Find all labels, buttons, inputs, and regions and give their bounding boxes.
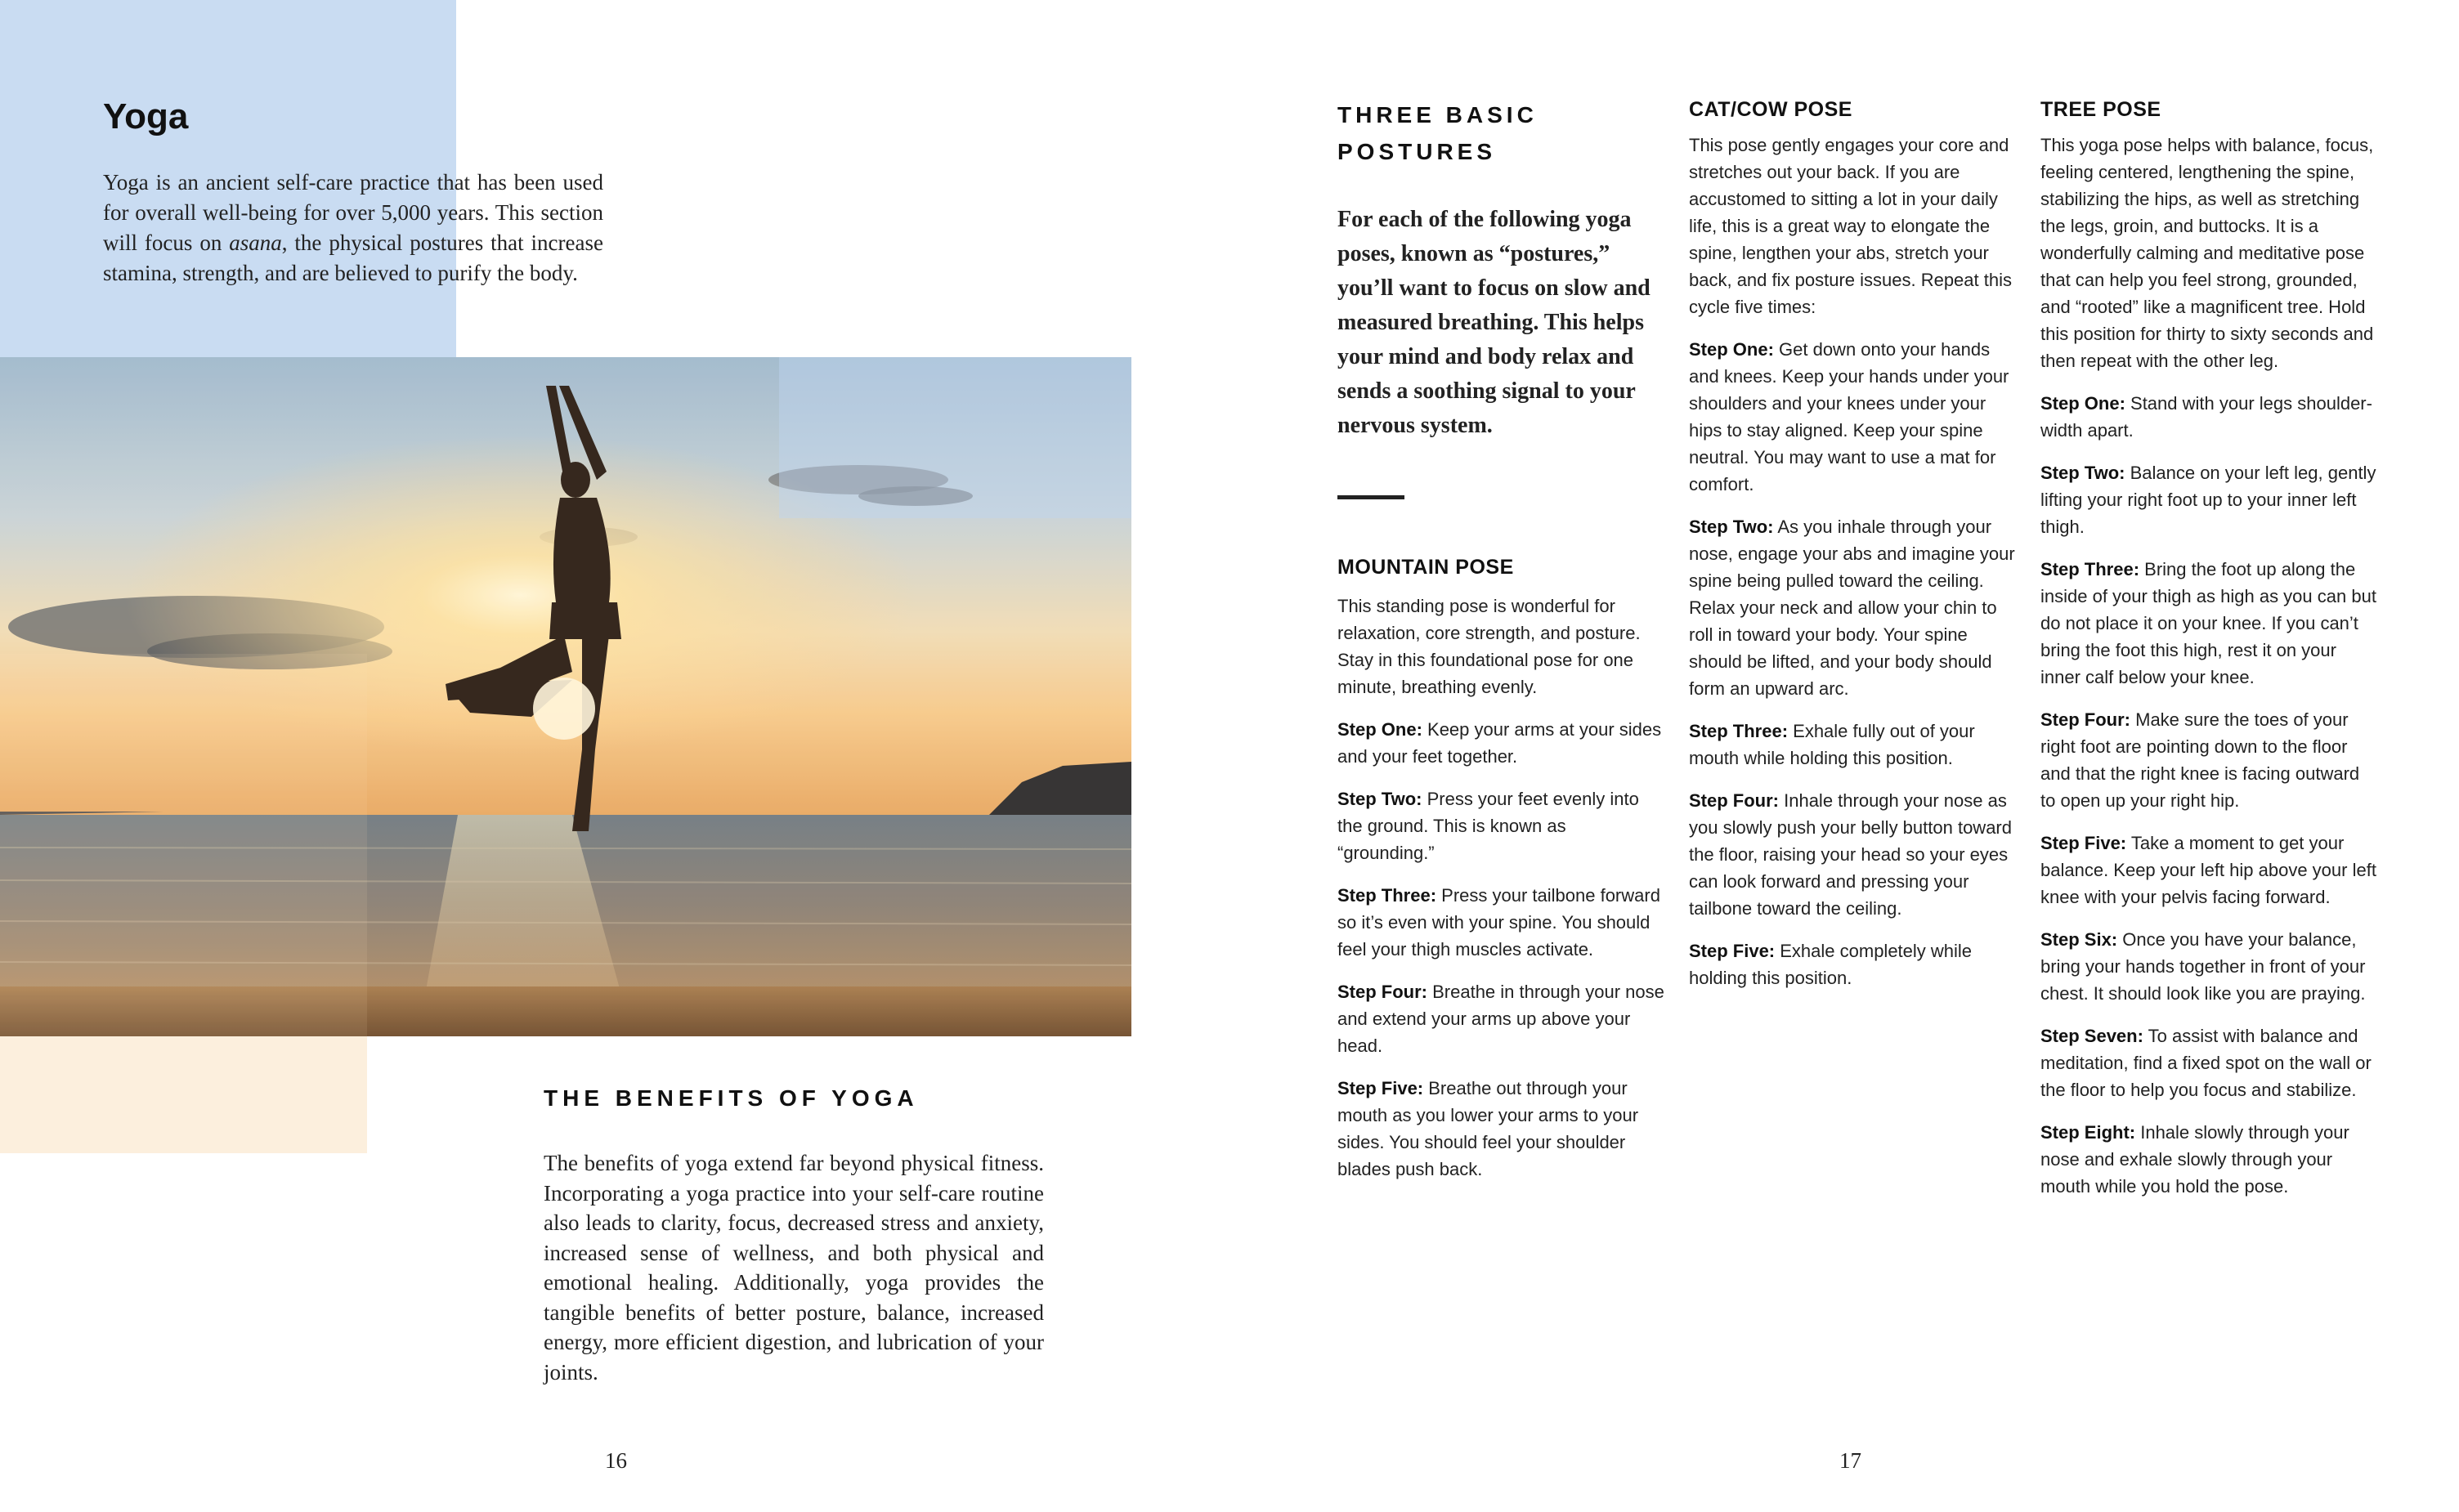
step-text: Inhale through your nose as you slowly push your belly button toward the floor, raising your head so your eyes can look forward and pressing your tailbone toward the ceiling.: [1689, 790, 2012, 919]
step-text: Stand with your legs shoulder-width apart.: [2040, 393, 2372, 441]
tree-step: [2040, 926, 2377, 1007]
cat-cow-pose-heading: CAT/COW POSE: [1689, 98, 1852, 121]
cat-cow-step: [1689, 787, 2016, 922]
benefits-paragraph: The benefits of yoga extend far beyond physical fitness. Incorporating a yoga practice into your self-care routine also leads to clarity, focus, decreased stress and anxiety, increased sense of wellness, and both physical and emotional healing. Additionally, yoga provides the tangible benefits of better posture, balance, increased energy, more efficient digestion, and lubrication of your joints.: [544, 1151, 1044, 1385]
step-label: Step Five:: [1337, 1078, 1424, 1098]
step-label: Step One:: [2040, 393, 2125, 414]
step-text: Inhale slowly through your nose and exhale slowly through your mouth while you hold the pose.: [2040, 1122, 2349, 1197]
step-label: Step Four:: [1689, 790, 1779, 811]
step-text: Exhale fully out of your mouth while holding this position.: [1689, 721, 1975, 768]
step-label: Step Four:: [1337, 982, 1427, 1002]
step-label: Step Three:: [1689, 721, 1789, 741]
step-label: Step Eight:: [2040, 1122, 2136, 1143]
step-text: Keep your arms at your sides and your feet together.: [1337, 719, 1662, 767]
three-postures-heading: [1337, 96, 1583, 170]
step-label: Step Six:: [2040, 929, 2118, 950]
cat-cow-step: [1689, 336, 2016, 498]
intro-paragraph: [103, 168, 603, 289]
step-text: As you inhale through your nose, engage your abs and imagine your spine being pulled toward the ceiling. Relax your neck and allow your chin to roll in toward your body. Your spine should be lifted, and your body should form an upward arc.: [1689, 517, 2015, 699]
step-label: Step Five:: [1689, 941, 1776, 961]
step-text: Take a moment to get your balance. Keep your left hip above your left knee with your pelvis facing forward.: [2040, 833, 2376, 907]
mountain-step: [1337, 785, 1664, 866]
step-text: Once you have your balance, bring your hands together in front of your chest. It should look like you are praying.: [2040, 929, 2366, 1004]
cat-cow-step: [1689, 718, 2016, 772]
section-divider: [1337, 495, 1404, 499]
step-label: Step Two:: [1337, 789, 1422, 809]
cat-cow-step: [1689, 513, 2016, 702]
step-label: Step One:: [1689, 339, 1774, 360]
mountain-pose-description: This standing pose is wonderful for relaxation, core strength, and posture. Stay in this foundational pose for one minute, breathing evenly.: [1337, 596, 1641, 697]
mountain-step: [1337, 882, 1664, 963]
tree-step: [2040, 556, 2377, 691]
heading-line-1: THREE BASIC: [1337, 102, 1538, 127]
mountain-step: [1337, 1075, 1664, 1183]
tree-pose-description: This yoga pose helps with balance, focus, feeling centered, lengthening the spine, stabilizing the hips, as well as stretching the legs, groin, and buttocks. It is a wonderfully calming and meditative pose that can help you feel strong, grounded, and “rooted” like a magnificent tree. Hold this position for thirty to sixty seconds and then repeat with the other leg.: [2040, 135, 2374, 371]
intro-text-end: , the physical postures that increase stamina, strength, and are believed to purify the body.: [103, 230, 603, 285]
tree-step: [2040, 830, 2377, 910]
heading-line-2: POSTURES: [1337, 139, 1497, 164]
tree-step: [2040, 390, 2377, 444]
step-text: Bring the foot up along the inside of your thigh as high as you can but do not place it on your knee. If you can’t bring the foot this high, rest it on your inner calf below your knee.: [2040, 559, 2376, 687]
step-label: Step Three:: [1337, 885, 1437, 906]
step-text: Make sure the toes of your right foot are pointing down to the floor and that the right knee is facing outward to open up your right hip.: [2040, 709, 2360, 811]
step-text: Breathe out through your mouth as you lower your arms to your sides. You should feel your shoulder blades push back.: [1337, 1078, 1639, 1179]
step-text: Balance on your left leg, gently lifting your right foot up to your inner left thigh.: [2040, 463, 2376, 537]
tree-pose-column: [2040, 96, 2377, 1215]
blue-block-overlay: [779, 357, 1131, 518]
step-label: Step Two:: [1689, 517, 1774, 537]
page-number-right: 17: [1839, 1448, 1861, 1473]
intro-text-start: Yoga is an ancient self-care practice that has been used for overall well-being for over 5,000 years. This section will focus on: [103, 170, 603, 255]
step-text: Press your feet evenly into the ground. This is known as “grounding.”: [1337, 789, 1639, 863]
step-label: Step Seven:: [2040, 1026, 2143, 1046]
tree-step: [2040, 1119, 2377, 1200]
benefits-heading: THE BENEFITS OF YOGA: [544, 1085, 919, 1111]
tree-step: [2040, 706, 2377, 814]
mountain-pose-column: [1337, 554, 1664, 1198]
cat-cow-pose-column: [1689, 96, 2016, 1007]
page-number-left: 16: [605, 1448, 627, 1473]
step-label: Step Four:: [2040, 709, 2130, 730]
page-title: Yoga: [103, 96, 189, 136]
tree-step: [2040, 459, 2377, 540]
tree-step: [2040, 1022, 2377, 1103]
step-text: Get down onto your hands and knees. Keep your hands under your shoulders and your knees under your hips to stay aligned. Keep your spine neutral. You may want to use a mat for comfort.: [1689, 339, 2009, 494]
step-label: Step Two:: [2040, 463, 2125, 483]
tree-pose-heading: TREE POSE: [2040, 98, 2161, 121]
step-text: Press your tailbone forward so it’s even with your spine. You should feel your thigh muscles activate.: [1337, 885, 1660, 960]
step-label: Step Five:: [2040, 833, 2127, 853]
step-text: To assist with balance and meditation, find a fixed spot on the wall or the floor to help you focus and stabilize.: [2040, 1026, 2372, 1100]
mountain-step: [1337, 978, 1664, 1059]
step-text: Breathe in through your nose and extend your arms up above your head.: [1337, 982, 1664, 1056]
mountain-pose-heading: MOUNTAIN POSE: [1337, 556, 1514, 579]
step-text: Exhale completely while holding this position.: [1689, 941, 1973, 988]
cat-cow-pose-description: This pose gently engages your core and stretches out your back. If you are accustomed to sitting a lot in your daily life, this is a great way to elongate the spine, lengthen your abs, stretch your back, and fix posture issues. Repeat this cycle five times:: [1689, 135, 2012, 317]
intro-italic-term: asana: [229, 230, 282, 255]
step-label: Step One:: [1337, 719, 1422, 740]
peach-block-overlay: [0, 654, 367, 1036]
mountain-step: [1337, 716, 1664, 770]
step-label: Step Three:: [2040, 559, 2140, 579]
postures-intro: For each of the following yoga poses, known as “postures,” you’ll want to focus on slow and measured breathing. This helps your mind and body relax and sends a soothing signal to your nervous system.: [1337, 207, 1651, 438]
cat-cow-step: [1689, 937, 2016, 991]
